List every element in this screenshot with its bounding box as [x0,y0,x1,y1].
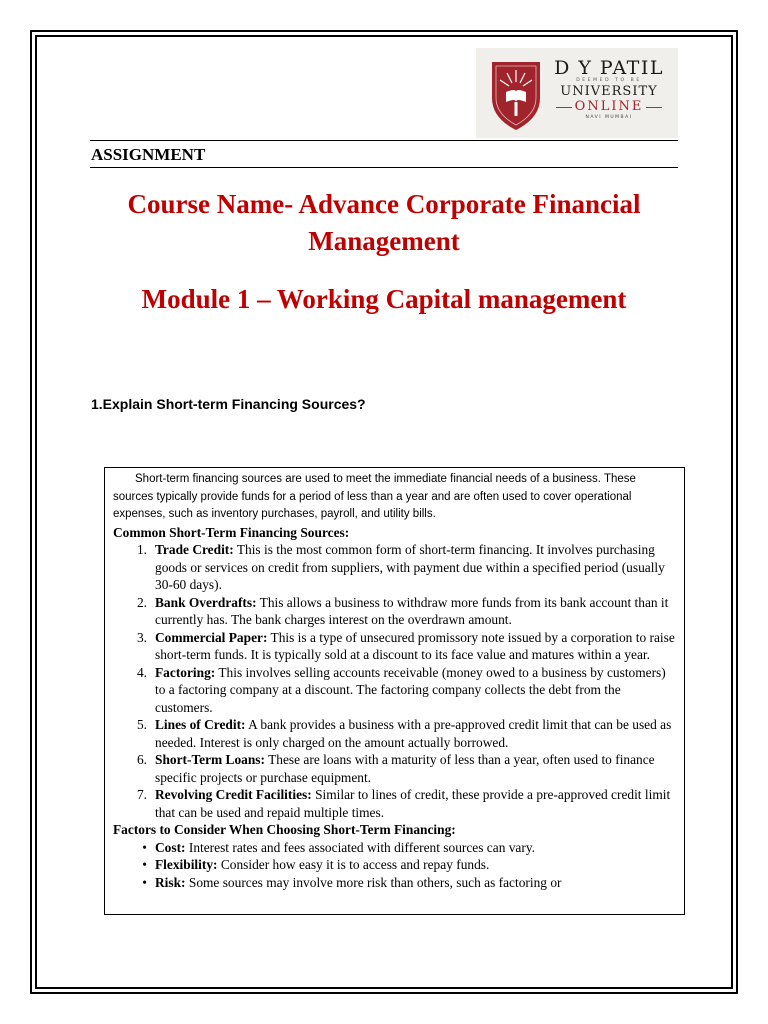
factors-list [113,839,678,892]
list-item: • Risk: Some sources may involve more risk than others, such as factoring or [113,874,678,892]
module-title: Module 1 – Working Capital management [141,284,627,314]
answer-box [104,467,685,915]
answer-intro: Short-term financing sources are used to meet the immediate financial needs of a business. These sources typically provide funds for a period of less than a year and are often used to cover operational expenses, such as inventory purchases, payroll, and utility bills. [113,473,636,520]
sources-heading: Common Short-Term Financing Sources: [113,524,350,540]
factors-heading: Factors to Consider When Choosing Short-Term Financing: [113,822,456,837]
crest-icon [488,56,544,132]
bullet-icon: • [142,839,147,855]
header-rule-bottom [90,167,678,168]
sources-list [113,541,678,821]
list-item: 2. Bank Overdrafts: This allows a business to withdraw more funds from its bank account than it currently has. The bank charges interest on the overdrawn amount. [136,594,669,627]
bullet-icon: • [142,874,147,890]
university-logo [476,48,678,138]
bullet-icon: • [142,857,147,872]
list-item: • Flexibility: Consider how easy it is to access and repay funds. [113,856,678,874]
logo-online: ONLINE [574,99,644,114]
list-item: 7. Revolving Credit Facilities: Similar to lines of credit, these provide a pre-approved credit limit that can be used and repaid multiple times. [136,787,671,820]
assignment-label: ASSIGNMENT [91,145,206,164]
list-item: • Cost: Interest rates and fees associated with different sources can vary. [113,839,678,857]
list-item: 3. Commercial Paper: This is a type of unsecured promissory note issued by a corporation to raise short-term funds. It is typically sold at a discount to its face value and matures within a year. [136,629,675,662]
logo-name: D Y PATIL [554,57,664,79]
logo-place: NAVI MUMBAI [585,115,633,120]
logo-deemed: DEEMED TO BE [576,78,642,83]
list-item: 6. Short-Term Loans: These are loans with a maturity of less than a year, often used to finance specific projects or purchase equipment. [136,752,655,785]
logo-rule-left [556,107,572,108]
header-rule-top [90,140,678,141]
list-item: 5. Lines of Credit: A bank provides a business with a pre-approved credit limit that can be used as needed. Interest is only charged on the amount actually borrowed. [136,717,672,750]
course-title: Course Name- Advance Corporate Financial Management [127,189,641,256]
logo-rule-right [646,107,662,108]
list-item: 4. Factoring: This involves selling accounts receivable (money owed to a business by customers) to a factoring company at a discount. The factoring company collects the debt from the customers. [136,664,666,715]
list-item: 1. Trade Credit: This is the most common form of short-term financing. It involves purchasing goods or services on credit from suppliers, with payment due within a specified period (usually 30-60 days). [136,542,665,592]
question-heading: 1.Explain Short-term Financing Sources? [91,396,366,412]
logo-university: UNIVERSITY [560,84,658,99]
